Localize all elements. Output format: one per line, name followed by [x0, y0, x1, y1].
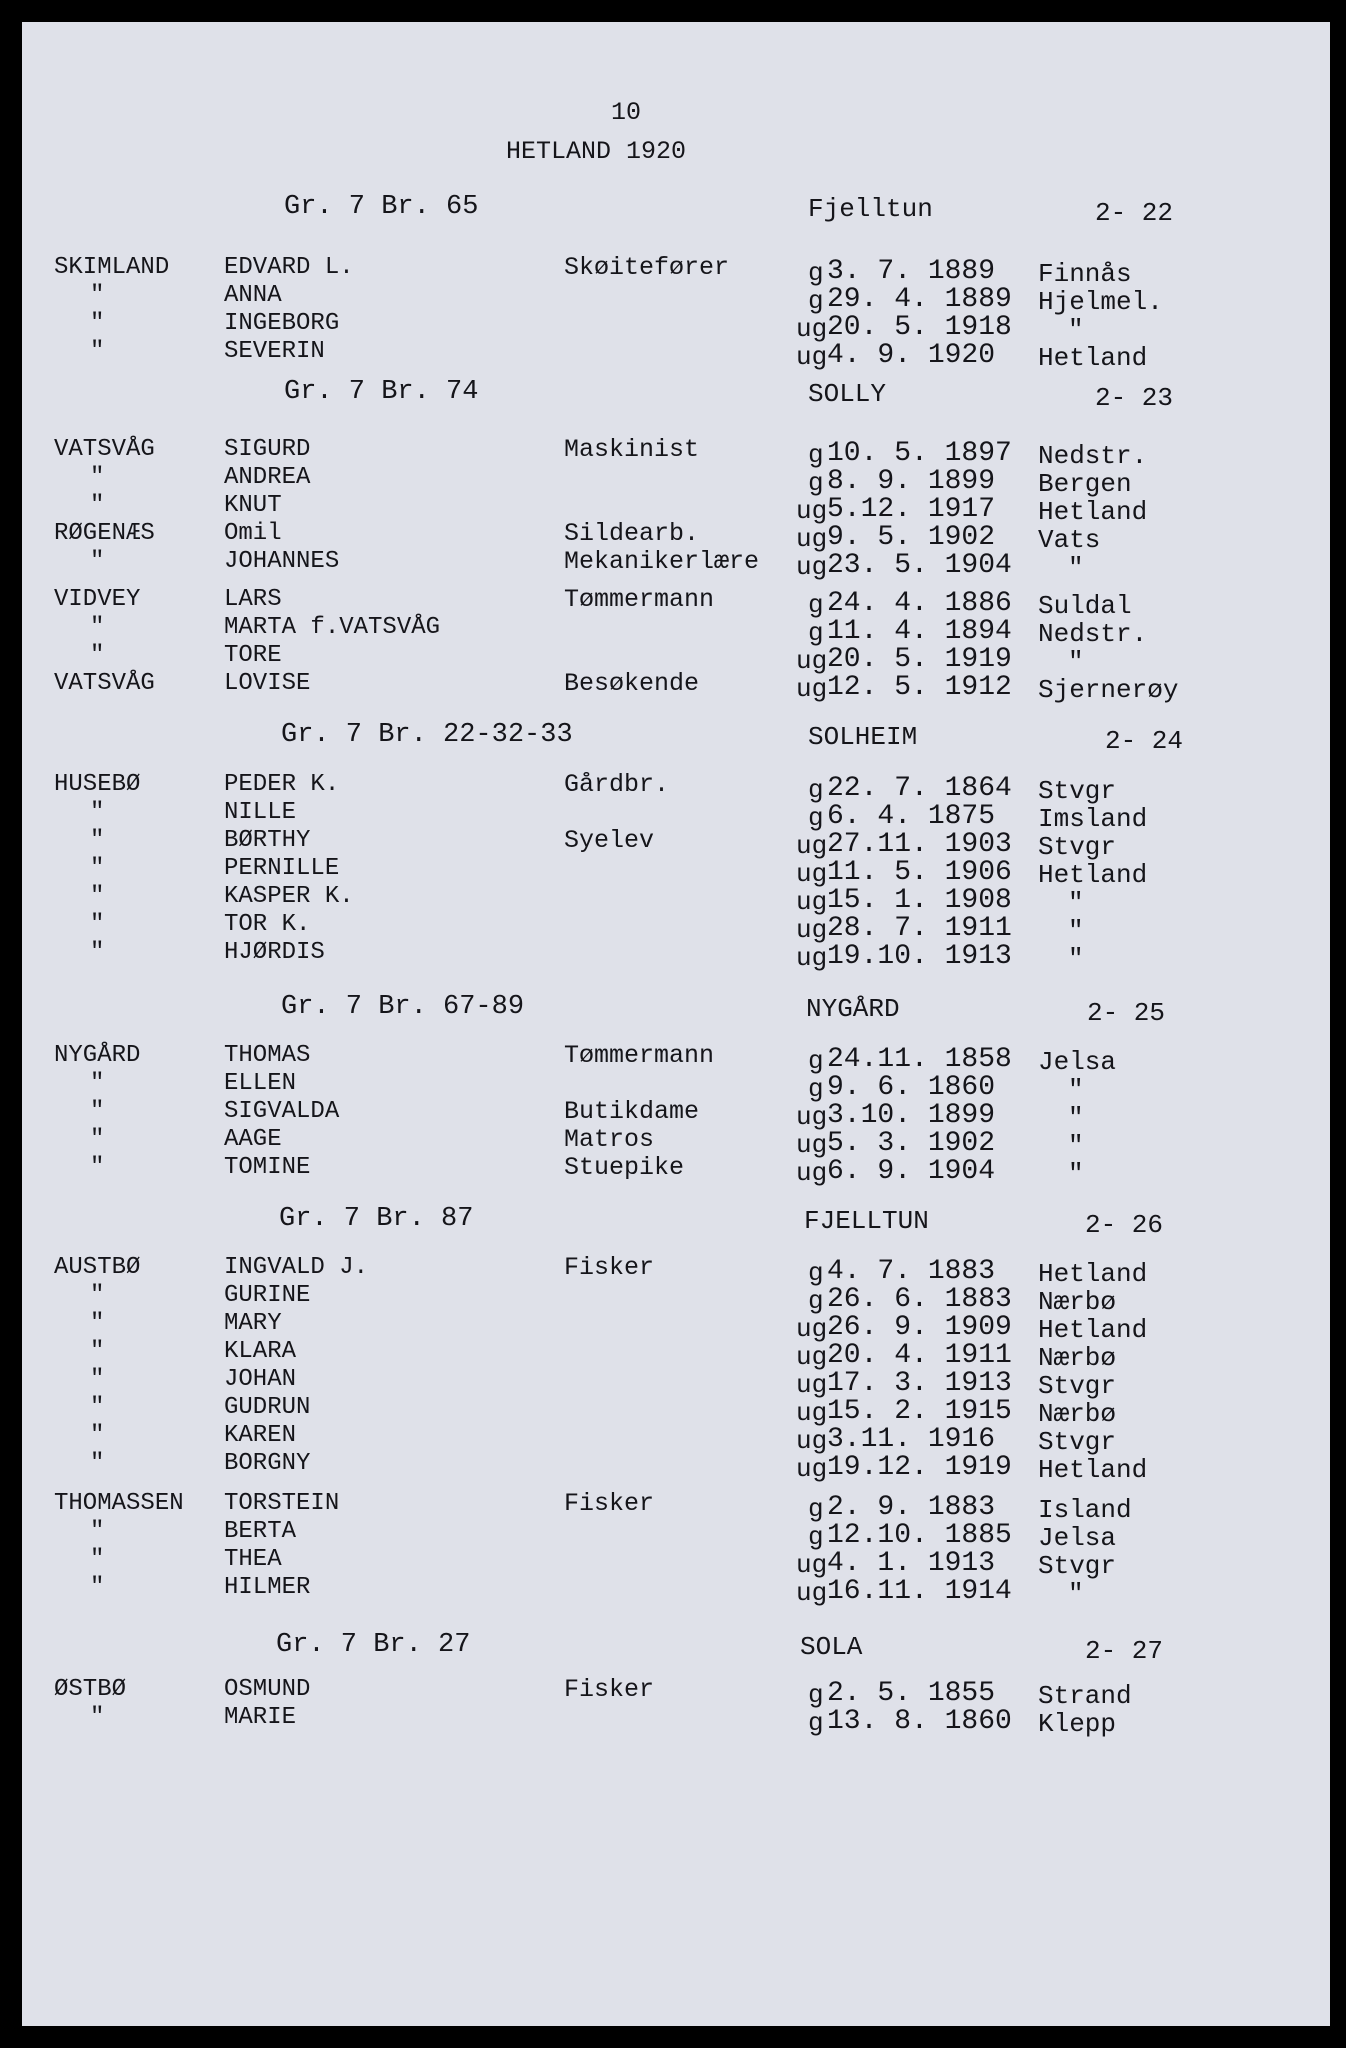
birth-date: 5.12. 1917 [827, 494, 996, 525]
birth-date: 3.10. 1899 [827, 1100, 996, 1131]
household-place: FJELLTUN [804, 1206, 929, 1236]
group-heading: Gr. 7 Br. 67-89 [281, 992, 525, 1022]
surname: " [90, 1366, 105, 1393]
first-name: LOVISE [224, 670, 311, 697]
surname: " [90, 642, 105, 669]
marital-status: ug [796, 1130, 828, 1160]
surname: " [90, 282, 105, 309]
first-name: KASPER K. [224, 883, 354, 910]
birthplace: " [1068, 553, 1084, 583]
first-name: TORE [224, 642, 282, 669]
birth-date: 26. 9. 1909 [827, 1312, 1012, 1343]
first-name: PERNILLE [224, 855, 340, 882]
birthplace: " [1068, 1159, 1084, 1189]
marital-status: ug [796, 524, 828, 554]
birthplace: Finnås [1038, 259, 1132, 289]
household-code: 2- 26 [1085, 1210, 1164, 1240]
birthplace: Stvgr [1038, 832, 1117, 862]
surname: " [90, 827, 105, 854]
birthplace: Stvgr [1038, 1551, 1117, 1581]
first-name: OSMUND [224, 1676, 311, 1703]
occupation: Besøkende [564, 669, 700, 698]
surname: " [90, 799, 105, 826]
birthplace: Klepp [1038, 1709, 1117, 1739]
birthplace: Jelsa [1038, 1523, 1117, 1553]
birthplace: Hetland [1038, 1259, 1148, 1289]
first-name: TORSTEIN [224, 1490, 340, 1517]
surname: ØSTBØ [54, 1676, 127, 1703]
birth-date: 17. 3. 1913 [827, 1368, 1012, 1399]
birth-date: 8. 9. 1899 [827, 466, 996, 497]
census-page [22, 22, 1330, 2026]
first-name: PEDER K. [224, 771, 340, 798]
birth-date: 13. 8. 1860 [827, 1706, 1012, 1737]
household-code: 2- 25 [1087, 998, 1166, 1028]
birth-date: 20. 5. 1919 [827, 644, 1012, 675]
marital-status: g [808, 1522, 824, 1552]
birthplace: Hetland [1038, 1315, 1148, 1345]
surname: " [90, 614, 105, 641]
marital-status: ug [796, 314, 828, 344]
first-name: SIGURD [224, 436, 311, 463]
birthplace: Hetland [1038, 860, 1148, 890]
surname: " [90, 1546, 105, 1573]
occupation: Matros [564, 1125, 655, 1154]
birth-date: 15. 1. 1908 [827, 885, 1012, 916]
birth-date: 6. 4. 1875 [827, 801, 996, 832]
marital-status: g [808, 468, 824, 498]
birth-date: 9. 6. 1860 [827, 1072, 996, 1103]
surname: " [90, 548, 105, 575]
first-name: MARIE [224, 1704, 297, 1731]
household-place: Fjelltun [808, 194, 933, 224]
birth-date: 26. 6. 1883 [827, 1284, 1012, 1315]
first-name: KLARA [224, 1338, 297, 1365]
occupation: Gårdbr. [564, 770, 670, 799]
first-name: MARY [224, 1310, 282, 1337]
first-name: Omil [224, 520, 282, 547]
first-name: BØRTHY [224, 827, 311, 854]
marital-status: ug [796, 646, 828, 676]
surname: " [90, 1070, 105, 1097]
birthplace: Nedstr. [1038, 441, 1148, 471]
birth-date: 29. 4. 1889 [827, 284, 1012, 315]
group-heading: Gr. 7 Br. 27 [276, 1630, 471, 1660]
birthplace: " [1068, 1131, 1084, 1161]
birth-date: 11. 4. 1894 [827, 616, 1012, 647]
surname: " [90, 1338, 105, 1365]
surname: NYGÅRD [54, 1042, 141, 1069]
occupation: Tømmermann [564, 1041, 715, 1070]
first-name: ANDREA [224, 464, 311, 491]
marital-status: ug [796, 496, 828, 526]
birthplace: Hjelmel. [1038, 287, 1163, 317]
first-name: INGVALD J. [224, 1254, 369, 1281]
marital-status: ug [796, 1398, 828, 1428]
household-place: SOLLY [808, 379, 887, 409]
surname: " [90, 939, 105, 966]
marital-status: ug [796, 1426, 828, 1456]
birth-date: 5. 3. 1902 [827, 1128, 996, 1159]
birth-date: 23. 5. 1904 [827, 550, 1012, 581]
first-name: BERTA [224, 1518, 297, 1545]
birth-date: 4. 9. 1920 [827, 340, 996, 371]
birth-date: 3. 7. 1889 [827, 256, 996, 287]
surname: " [90, 492, 105, 519]
birth-date: 20. 5. 1918 [827, 312, 1012, 343]
surname: " [90, 1310, 105, 1337]
marital-status: g [808, 1074, 824, 1104]
surname: THOMASSEN [54, 1490, 184, 1517]
surname: VATSVÅG [54, 436, 155, 463]
first-name: GUDRUN [224, 1394, 311, 1421]
household-code: 2- 27 [1085, 1636, 1164, 1666]
surname: " [90, 1098, 105, 1125]
marital-status: ug [796, 859, 828, 889]
surname: HUSEBØ [54, 771, 141, 798]
birthplace: Imsland [1038, 804, 1148, 834]
birthplace: Island [1038, 1495, 1132, 1525]
marital-status: g [808, 440, 824, 470]
marital-status: ug [796, 1102, 828, 1132]
household-code: 2- 23 [1095, 383, 1174, 413]
surname: VATSVÅG [54, 670, 155, 697]
occupation: Tømmermann [564, 585, 715, 614]
birth-date: 4. 1. 1913 [827, 1548, 996, 1579]
surname: VIDVEY [54, 586, 141, 613]
marital-status: ug [796, 1314, 828, 1344]
birthplace: " [1068, 315, 1084, 345]
birth-date: 28. 7. 1911 [827, 913, 1012, 944]
first-name: TOR K. [224, 911, 311, 938]
birth-date: 9. 5. 1902 [827, 522, 996, 553]
first-name: SEVERIN [224, 338, 325, 365]
surname: " [90, 464, 105, 491]
surname: " [90, 310, 105, 337]
birth-date: 3.11. 1916 [827, 1424, 996, 1455]
birthplace: Suldal [1038, 591, 1132, 621]
first-name: KNUT [224, 492, 282, 519]
birthplace: Nærbø [1038, 1343, 1117, 1373]
occupation: Skøitefører [564, 253, 730, 282]
marital-status: g [808, 286, 824, 316]
birth-date: 12. 5. 1912 [827, 672, 1012, 703]
birthplace: Stvgr [1038, 1371, 1117, 1401]
birthplace: Strand [1038, 1681, 1132, 1711]
marital-status: ug [796, 674, 828, 704]
occupation: Maskinist [564, 435, 700, 464]
first-name: HJØRDIS [224, 939, 325, 966]
birth-date: 19.12. 1919 [827, 1452, 1012, 1483]
first-name: JOHANNES [224, 548, 340, 575]
first-name: ELLEN [224, 1070, 297, 1097]
occupation: Mekanikerlære [564, 547, 760, 576]
surname: " [90, 1154, 105, 1181]
surname: " [90, 338, 105, 365]
surname: " [90, 911, 105, 938]
birthplace: Jelsa [1038, 1047, 1117, 1077]
birthplace: Hetland [1038, 343, 1148, 373]
birthplace: " [1068, 647, 1084, 677]
marital-status: g [808, 1046, 824, 1076]
first-name: JOHAN [224, 1366, 297, 1393]
group-heading: Gr. 7 Br. 65 [284, 192, 479, 222]
birth-date: 24.11. 1858 [827, 1044, 1012, 1075]
marital-status: g [808, 1258, 824, 1288]
birthplace: Hetland [1038, 1455, 1148, 1485]
marital-status: g [808, 1494, 824, 1524]
page-number: 10 [611, 98, 642, 127]
birthplace: Bergen [1038, 469, 1132, 499]
first-name: AAGE [224, 1126, 282, 1153]
birth-date: 16.11. 1914 [827, 1576, 1012, 1607]
birthplace: Nedstr. [1038, 619, 1148, 649]
marital-status: ug [796, 1370, 828, 1400]
birthplace: Stvgr [1038, 1427, 1117, 1457]
marital-status: ug [796, 342, 828, 372]
marital-status: g [808, 618, 824, 648]
birthplace: Hetland [1038, 497, 1148, 527]
first-name: ANNA [224, 282, 282, 309]
birthplace: Sjernerøy [1038, 675, 1179, 705]
first-name: THEA [224, 1546, 282, 1573]
household-code: 2- 24 [1105, 726, 1184, 756]
occupation: Stuepike [564, 1153, 685, 1182]
group-heading: Gr. 7 Br. 22-32-33 [281, 720, 573, 750]
surname: " [90, 1450, 105, 1477]
surname: " [90, 1126, 105, 1153]
occupation: Sildearb. [564, 519, 700, 548]
marital-status: g [808, 1680, 824, 1710]
birthplace: " [1068, 1075, 1084, 1105]
first-name: BORGNY [224, 1450, 311, 1477]
marital-status: ug [796, 552, 828, 582]
birth-date: 11. 5. 1906 [827, 857, 1012, 888]
surname: " [90, 883, 105, 910]
marital-status: ug [796, 887, 828, 917]
surname: " [90, 1282, 105, 1309]
birth-date: 6. 9. 1904 [827, 1156, 996, 1187]
page-title: HETLAND 1920 [506, 137, 687, 166]
first-name: GURINE [224, 1282, 311, 1309]
occupation: Fisker [564, 1489, 655, 1518]
marital-status: g [808, 1286, 824, 1316]
marital-status: ug [796, 915, 828, 945]
marital-status: g [808, 258, 824, 288]
birth-date: 4. 7. 1883 [827, 1256, 996, 1287]
first-name: TOMINE [224, 1154, 311, 1181]
birth-date: 2. 5. 1855 [827, 1678, 996, 1709]
group-heading: Gr. 7 Br. 74 [284, 377, 479, 407]
household-place: NYGÅRD [806, 994, 900, 1024]
household-code: 2- 22 [1095, 198, 1174, 228]
first-name: MARTA f.VATSVÅG [224, 614, 441, 641]
birth-date: 2. 9. 1883 [827, 1492, 996, 1523]
birthplace: Nærbø [1038, 1399, 1117, 1429]
household-place: SOLA [800, 1632, 863, 1662]
marital-status: g [808, 1708, 824, 1738]
birthplace: Vats [1038, 525, 1101, 555]
birthplace: " [1068, 888, 1084, 918]
first-name: THOMAS [224, 1042, 311, 1069]
first-name: HILMER [224, 1574, 311, 1601]
first-name: SIGVALDA [224, 1098, 340, 1125]
birth-date: 22. 7. 1864 [827, 773, 1012, 804]
birth-date: 19.10. 1913 [827, 941, 1012, 972]
birthplace: " [1068, 944, 1084, 974]
birth-date: 12.10. 1885 [827, 1520, 1012, 1551]
first-name: EDVARD L. [224, 254, 354, 281]
group-heading: Gr. 7 Br. 87 [279, 1204, 474, 1234]
birthplace: " [1068, 916, 1084, 946]
birth-date: 15. 2. 1915 [827, 1396, 1012, 1427]
birthplace: Nærbø [1038, 1287, 1117, 1317]
birthplace: Stvgr [1038, 776, 1117, 806]
marital-status: ug [796, 943, 828, 973]
marital-status: ug [796, 1550, 828, 1580]
occupation: Fisker [564, 1675, 655, 1704]
surname: " [90, 855, 105, 882]
household-place: SOLHEIM [808, 722, 918, 752]
surname: SKIMLAND [54, 254, 170, 281]
marital-status: ug [796, 1158, 828, 1188]
surname: " [90, 1394, 105, 1421]
occupation: Fisker [564, 1253, 655, 1282]
marital-status: g [808, 803, 824, 833]
birth-date: 20. 4. 1911 [827, 1340, 1012, 1371]
occupation: Syelev [564, 826, 655, 855]
marital-status: g [808, 590, 824, 620]
occupation: Butikdame [564, 1097, 700, 1126]
birthplace: " [1068, 1103, 1084, 1133]
marital-status: ug [796, 1454, 828, 1484]
marital-status: ug [796, 1578, 828, 1608]
marital-status: ug [796, 1342, 828, 1372]
first-name: INGEBORG [224, 310, 340, 337]
surname: RØGENÆS [54, 520, 155, 547]
surname: " [90, 1422, 105, 1449]
surname: " [90, 1518, 105, 1545]
surname: " [90, 1574, 105, 1601]
first-name: NILLE [224, 799, 297, 826]
marital-status: g [808, 775, 824, 805]
marital-status: ug [796, 831, 828, 861]
surname: AUSTBØ [54, 1254, 141, 1281]
surname: " [90, 1704, 105, 1731]
birthplace: " [1068, 1579, 1084, 1609]
birth-date: 27.11. 1903 [827, 829, 1012, 860]
birth-date: 24. 4. 1886 [827, 588, 1012, 619]
birth-date: 10. 5. 1897 [827, 438, 1012, 469]
first-name: LARS [224, 586, 282, 613]
first-name: KAREN [224, 1422, 297, 1449]
